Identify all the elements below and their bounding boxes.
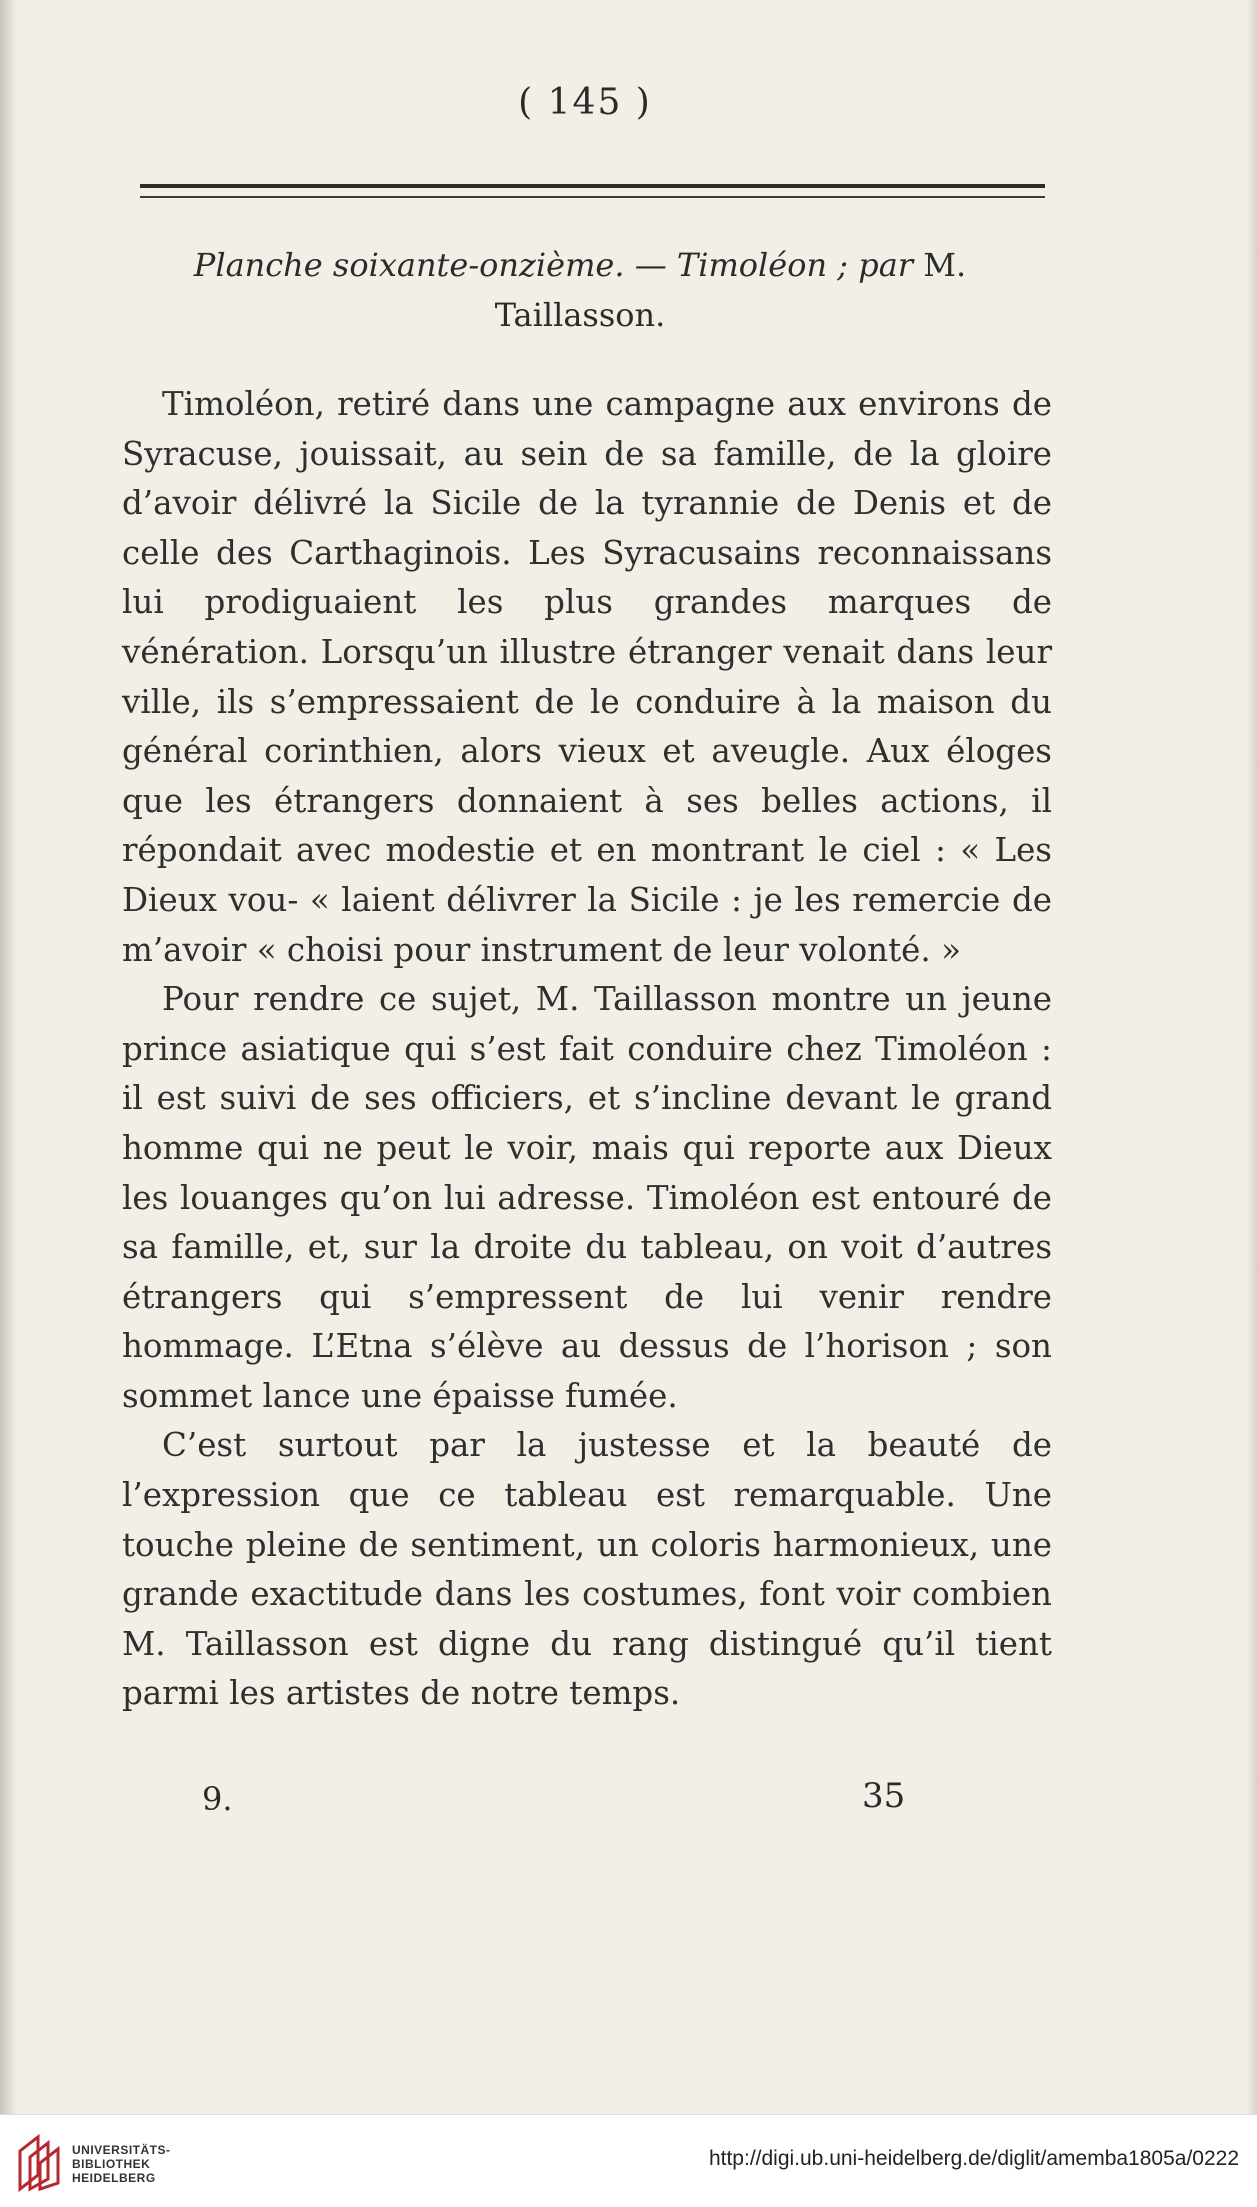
- header-rule-thick: [140, 184, 1045, 188]
- library-logo-icon: [14, 2129, 64, 2193]
- logo-line-1: UNIVERSITÄTS-: [72, 2143, 171, 2157]
- body-text: [122, 380, 1052, 1719]
- logo-line-3: HEIDELBERG: [72, 2171, 156, 2185]
- paragraph-3: C’est surtout par la justesse et la beauté de l’expression que ce tableau est remarquable. Une touche pleine de sentiment, un coloris harmonieux, une grande exactitude dans les costumes, font voir combien M. Taillasson est digne du rang distingué qu’il tient parmi les artistes de notre temps.: [122, 1426, 1052, 1713]
- library-footer-bar: [0, 2114, 1257, 2207]
- page-binding-edge: [0, 0, 16, 2114]
- plate-heading: [120, 240, 1040, 340]
- header-rule-thin: [140, 196, 1045, 198]
- plate-heading-title: Planche soixante-onzième. — Timoléon ; par: [193, 246, 914, 284]
- page-outer-edge: [1247, 0, 1257, 2114]
- signature-mark-right: 35: [862, 1776, 906, 1816]
- paragraph-1: Timoléon, retiré dans une campagne aux environs de Syracuse, jouissait, au sein de sa famille, de la gloire d’avoir délivré la Sicile de la tyrannie de Denis et de celle des Carthaginois. Les Syracusains reconnaissans lui prodiguaient les plus grandes marques de vénération. Lorsqu’un illustre étranger venait dans leur ville, ils s’empressaient de le conduire à la maison du général corinthien, alors vieux et aveugle. Aux éloges que les étrangers donnaient à ses belles actions, il répondait avec modestie et en montrant le ciel : « Les Dieux vou- « laient délivrer la Sicile : je les remercie de m’avoir « choisi pour instrument de leur volonté. »: [122, 385, 1052, 969]
- paragraph-2: Pour rendre ce sujet, M. Taillasson montre un jeune prince asiatique qui s’est fait conduire chez Timoléon : il est suivi de ses officiers, et s’incline devant le grand homme qui ne peut le voir, mais qui reporte aux Dieux les louanges qu’on lui adresse. Timoléon est entouré de sa famille, et, sur la droite du tableau, on voit d’autres étrangers qui s’empressent de lui venir rendre hommage. L’Etna s’élève au dessus de l’horison ; son sommet lance une épaisse fumée.: [122, 980, 1052, 1415]
- page-number: ( 145 ): [518, 82, 652, 123]
- plate-heading-artist: M. Taillasson.: [494, 246, 967, 334]
- library-logo-text: [72, 2143, 171, 2185]
- permalink-url[interactable]: http://digi.ub.uni-heidelberg.de/diglit/amemba1805a/0222: [708, 2147, 1239, 2170]
- signature-mark-left: 9.: [202, 1780, 233, 1818]
- logo-line-2: BIBLIOTHEK: [72, 2157, 151, 2171]
